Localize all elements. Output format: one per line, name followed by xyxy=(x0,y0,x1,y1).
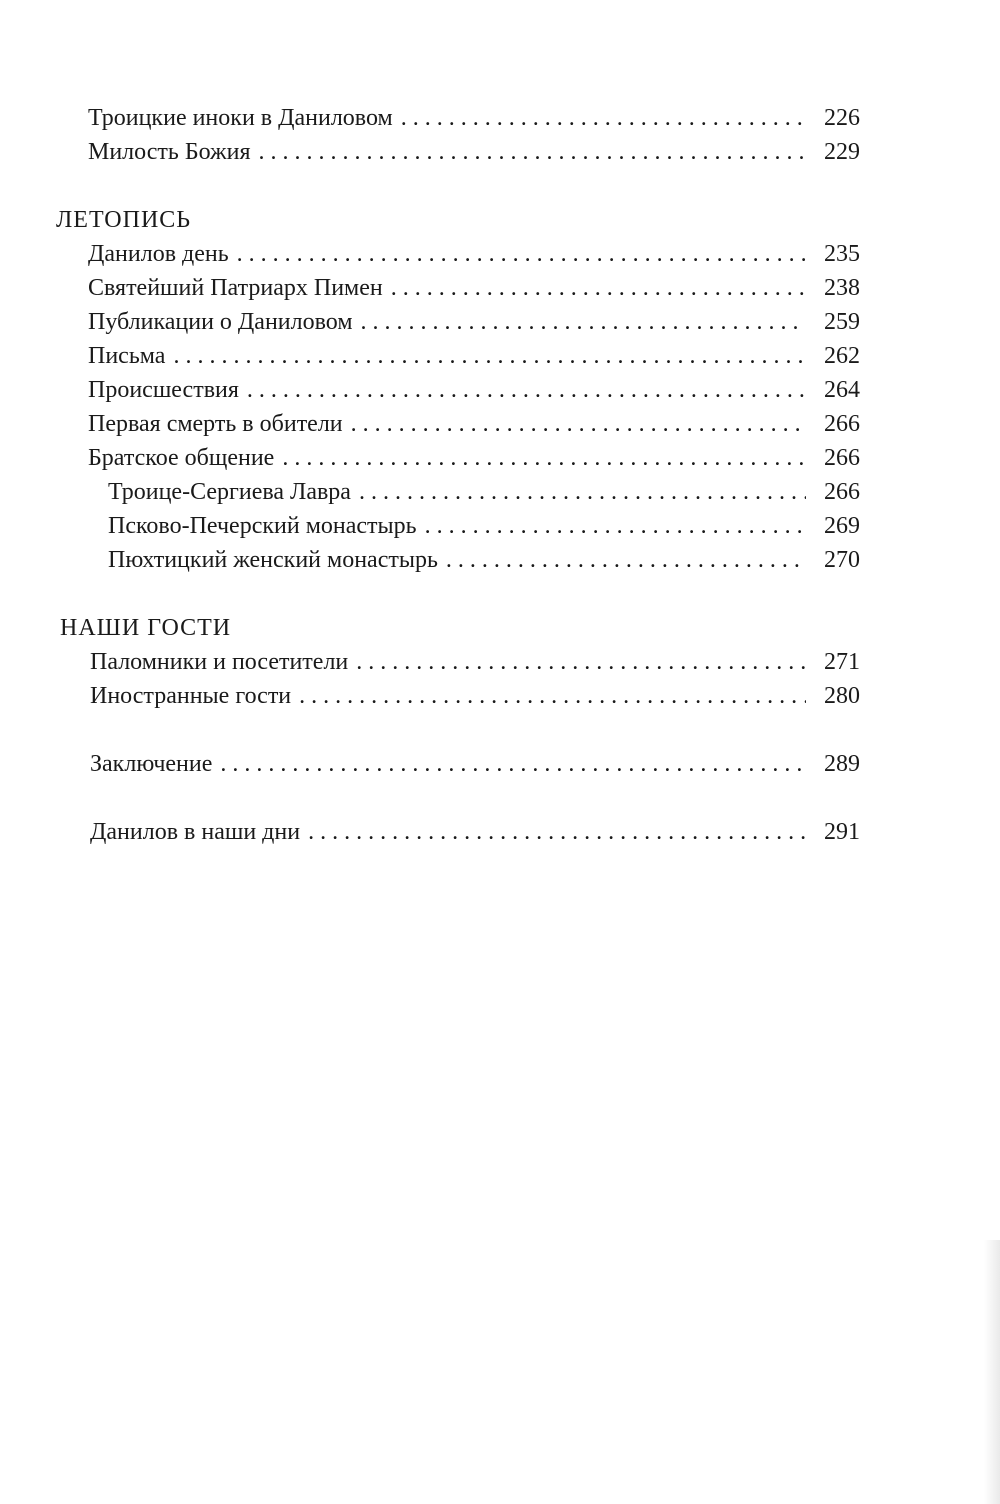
toc-entry-title: Троице-Сергиева Лавра xyxy=(108,479,351,505)
toc-entry-page: 289 xyxy=(824,751,860,777)
dot-leader xyxy=(425,509,806,543)
dot-leader xyxy=(351,407,806,441)
toc-entry-title: Паломники и посетители xyxy=(90,649,349,675)
dot-leader xyxy=(282,441,806,475)
toc-entry xyxy=(88,441,860,475)
toc-entry-page: 226 xyxy=(824,105,860,131)
dot-leader xyxy=(391,271,806,305)
toc-subentry xyxy=(108,543,860,577)
toc-entry xyxy=(88,101,860,135)
toc-entry-page: 266 xyxy=(824,411,860,437)
toc-entry-title: Данилов день xyxy=(88,241,229,267)
toc-entry xyxy=(88,271,860,305)
toc-entry-page: 262 xyxy=(824,343,860,369)
dot-leader xyxy=(359,475,806,509)
toc-entry-page: 266 xyxy=(824,479,860,505)
toc-entry-title: Милость Божия xyxy=(88,139,251,165)
dot-leader xyxy=(361,305,806,339)
toc-entry-title: Братское общение xyxy=(88,445,275,471)
toc-subentry xyxy=(108,509,860,543)
toc-entry-title: Святейший Патриарх Пимен xyxy=(88,275,383,301)
toc-entry-page: 259 xyxy=(824,309,860,335)
toc-entry-title: Данилов в наши дни xyxy=(90,819,301,845)
page-edge-shadow xyxy=(984,1240,1000,1504)
dot-leader xyxy=(259,135,807,169)
toc-entry xyxy=(88,237,860,271)
toc-entry-page: 271 xyxy=(824,649,860,675)
section-heading: ЛЕТОПИСЬ xyxy=(56,207,192,233)
toc-entry-page: 291 xyxy=(824,819,860,845)
toc-entry xyxy=(88,373,860,407)
dot-leader xyxy=(446,543,806,577)
toc-entry-page: 266 xyxy=(824,445,860,471)
toc-entry-title: Заключение xyxy=(90,751,213,777)
toc-entry-conclusion xyxy=(90,747,860,781)
toc-entry-page: 235 xyxy=(824,241,860,267)
toc-entry xyxy=(90,645,860,679)
dot-leader xyxy=(237,237,806,271)
toc-entry-title: Псково-Печерский монастырь xyxy=(108,513,417,539)
dot-leader xyxy=(401,101,806,135)
toc-entry-page: 238 xyxy=(824,275,860,301)
toc-entry-page: 229 xyxy=(824,139,860,165)
toc-entry-title: Иностранные гости xyxy=(90,683,292,709)
toc-entry-page: 264 xyxy=(824,377,860,403)
dot-leader xyxy=(247,373,806,407)
toc-entry-page: 280 xyxy=(824,683,860,709)
toc-entry xyxy=(88,339,860,373)
toc-entry-page: 270 xyxy=(824,547,860,573)
dot-leader xyxy=(356,645,806,679)
dot-leader xyxy=(299,679,806,713)
section-heading: НАШИ ГОСТИ xyxy=(60,615,232,641)
toc-entry xyxy=(88,407,860,441)
toc-entry-title: Письма xyxy=(88,343,166,369)
toc-entry xyxy=(90,679,860,713)
toc-entry-title: Троицкие иноки в Даниловом xyxy=(88,105,393,131)
dot-leader xyxy=(173,339,806,373)
dot-leader xyxy=(308,815,806,849)
toc-subentry xyxy=(108,475,860,509)
toc-entry-title: Происшествия xyxy=(88,377,239,403)
toc-entry-title: Пюхтицкий женский монастырь xyxy=(108,547,438,573)
toc-entry xyxy=(88,135,860,169)
dot-leader xyxy=(220,747,806,781)
toc-entry-title: Первая смерть в обители xyxy=(88,411,343,437)
toc-entry-page: 269 xyxy=(824,513,860,539)
toc-entry xyxy=(88,305,860,339)
toc-entry-title: Публикации о Даниловом xyxy=(88,309,353,335)
toc-entry-today xyxy=(90,815,860,849)
